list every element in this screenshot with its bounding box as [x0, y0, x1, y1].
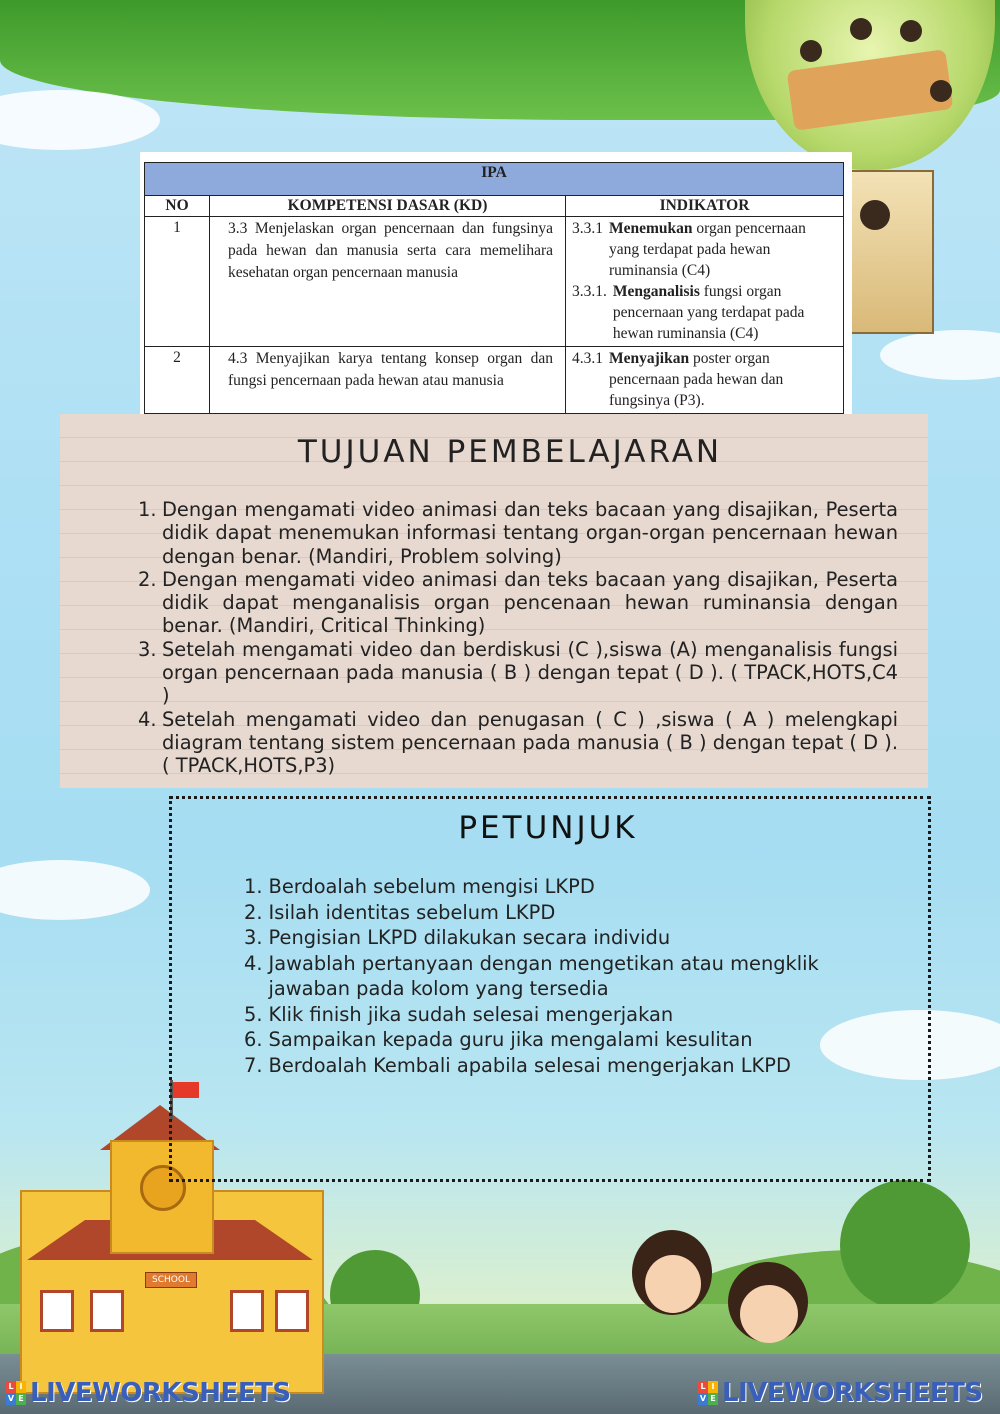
- list-text: Berdoalah sebelum mengisi LKPD: [268, 875, 595, 898]
- cloud: [0, 90, 160, 150]
- kd-cell: 3.3 Menjelaskan organ pencernaan dan fungsinya pada hewan dan manusia serta cara memelihara kesehatan organ pencernaan manusia: [210, 217, 566, 347]
- logo-letter: L: [698, 1381, 708, 1393]
- list-number: 4.: [138, 707, 157, 731]
- indikator-number: 3.3.1.: [572, 283, 607, 300]
- list-item: [138, 708, 898, 778]
- child-figure: [800, 40, 822, 62]
- petunjuk-list: [244, 874, 884, 1078]
- child-figure: [900, 20, 922, 42]
- logo-letter: V: [7, 1394, 15, 1403]
- petunjuk-title: PETUNJUK: [458, 810, 638, 846]
- indikator-desc: fungsi organ pencernaan yang terdapat pada hewan ruminansia (C4): [612, 283, 805, 342]
- logo-letter: V: [699, 1394, 707, 1403]
- kd-cell: 4.3 Menyajikan karya tentang konsep organ dan fungsi pencernaan pada hewan atau manusia: [210, 347, 566, 414]
- list-text: Pengisian LKPD dilakukan secara individu: [268, 926, 671, 949]
- column-header-indikator: INDIKATOR: [566, 196, 844, 217]
- liveworksheets-logo-icon: [698, 1381, 718, 1405]
- table-row: [145, 217, 844, 347]
- column-header-no: NO: [145, 196, 210, 217]
- school-window: [90, 1290, 124, 1332]
- watermark-right: [698, 1378, 983, 1408]
- watermark-left: [6, 1378, 291, 1408]
- indikator-text: [609, 218, 835, 281]
- watermark-text: LIVEWORKSHEETS: [30, 1378, 291, 1408]
- list-item: [244, 874, 884, 900]
- indikator-number: 4.3.1: [572, 350, 603, 367]
- liveworksheets-logo-icon: [6, 1381, 26, 1405]
- list-number: 2.: [138, 567, 157, 591]
- row-number: 1: [145, 217, 210, 347]
- list-text: Klik finish jika sudah selesai mengerjakan: [268, 1002, 674, 1026]
- list-text: Isilah identitas sebelum LKPD: [268, 900, 556, 924]
- list-text: Setelah mengamati video dan penugasan ( C ) ,siswa ( A ) melengkapi diagram tentang sistem pencernaan pada manusia ( B ) dengan tepat ( D ).( TPACK,HOTS,P3): [162, 707, 898, 778]
- watermark-text: LIVEWORKSHEETS: [722, 1378, 983, 1408]
- footer: [0, 1380, 1000, 1414]
- ipa-table: [144, 162, 844, 414]
- logo-letter: L: [6, 1381, 16, 1393]
- ipa-table-title: IPA: [145, 163, 844, 196]
- indikator-item: [572, 348, 835, 411]
- list-number: 6.: [244, 1028, 263, 1051]
- child-figure: [860, 200, 890, 230]
- list-text: Setelah mengamati video dan berdiskusi (C ),siswa (A) menganalisis fungsi organ pencernaan pada manusia ( B ) dengan tepat ( D ). ( TPACK,HOTS,C4 ): [162, 637, 898, 708]
- list-number: 5.: [244, 1002, 263, 1026]
- indikator-item: [572, 281, 835, 344]
- child-face: [645, 1255, 701, 1313]
- indikator-verb: Menyajikan: [609, 350, 690, 367]
- cloud: [0, 860, 150, 920]
- list-item: [138, 498, 898, 568]
- list-item: [244, 900, 884, 926]
- list-number: 4.: [244, 951, 263, 975]
- cloud: [880, 330, 1000, 380]
- column-header-kd: KOMPETENSI DASAR (KD): [210, 196, 566, 217]
- list-item: [244, 1027, 884, 1053]
- list-text: Jawablah pertanyaan dengan mengetikan atau mengklik jawaban pada kolom yang tersedia: [268, 951, 819, 1000]
- school-window: [230, 1290, 264, 1332]
- logo-letter: I: [708, 1381, 718, 1393]
- list-item: [244, 925, 884, 951]
- list-item: [138, 638, 898, 708]
- indikator-item: [572, 218, 835, 281]
- list-text: Dengan mengamati video animasi dan teks bacaan yang disajikan, Peserta didik dapat menemukan informasi tentang organ-organ pencernaan hewan dengan benar. (Mandiri, Problem solving): [162, 498, 898, 568]
- list-item: [244, 951, 884, 1002]
- indikator-number: 3.3.1: [572, 220, 603, 237]
- child-figure: [930, 80, 952, 102]
- list-text: Berdoalah Kembali apabila selesai mengerjakan LKPD: [268, 1053, 791, 1077]
- child-figure: [850, 18, 872, 40]
- logo-letter: I: [16, 1381, 26, 1393]
- indikator-cell: [566, 347, 844, 414]
- list-number: 3.: [244, 926, 263, 949]
- school-window: [275, 1290, 309, 1332]
- indikator-text: [613, 281, 835, 344]
- list-number: 3.: [138, 637, 157, 661]
- indikator-verb: Menganalisis: [612, 283, 700, 300]
- school-window: [40, 1290, 74, 1332]
- row-number: 2: [145, 347, 210, 414]
- table-row: [145, 347, 844, 414]
- tree: [840, 1180, 970, 1310]
- list-number: 7.: [244, 1053, 263, 1077]
- logo-letter: E: [708, 1393, 718, 1405]
- tujuan-title: TUJUAN PEMBELAJARAN: [297, 434, 723, 470]
- list-number: 1.: [138, 498, 157, 521]
- indikator-desc: organ pencernaan yang terdapat pada hewan ruminansia (C4): [609, 220, 806, 279]
- indikator-text: [609, 348, 835, 411]
- list-item: [244, 1002, 884, 1028]
- child-face: [740, 1285, 798, 1343]
- tujuan-list: [138, 498, 898, 778]
- list-item: [138, 568, 898, 638]
- list-item: [244, 1053, 884, 1079]
- ipa-table-card: [140, 152, 852, 414]
- list-number: 1.: [244, 875, 263, 898]
- indikator-cell: [566, 217, 844, 347]
- indikator-desc: poster organ pencernaan pada hewan dan fungsinya (P3).: [609, 350, 784, 409]
- list-number: 2.: [244, 900, 263, 924]
- logo-letter: E: [16, 1393, 26, 1405]
- indikator-verb: Menemukan: [609, 220, 693, 237]
- list-text: Sampaikan kepada guru jika mengalami kesulitan: [268, 1028, 753, 1051]
- list-text: Dengan mengamati video animasi dan teks bacaan yang disajikan, Peserta didik dapat menganalisis organ pencenaan hewan ruminansia dengan benar. (Mandiri, Critical Thinking): [162, 567, 898, 638]
- balloon-basket: [850, 170, 934, 334]
- school-sign: SCHOOL: [145, 1272, 197, 1288]
